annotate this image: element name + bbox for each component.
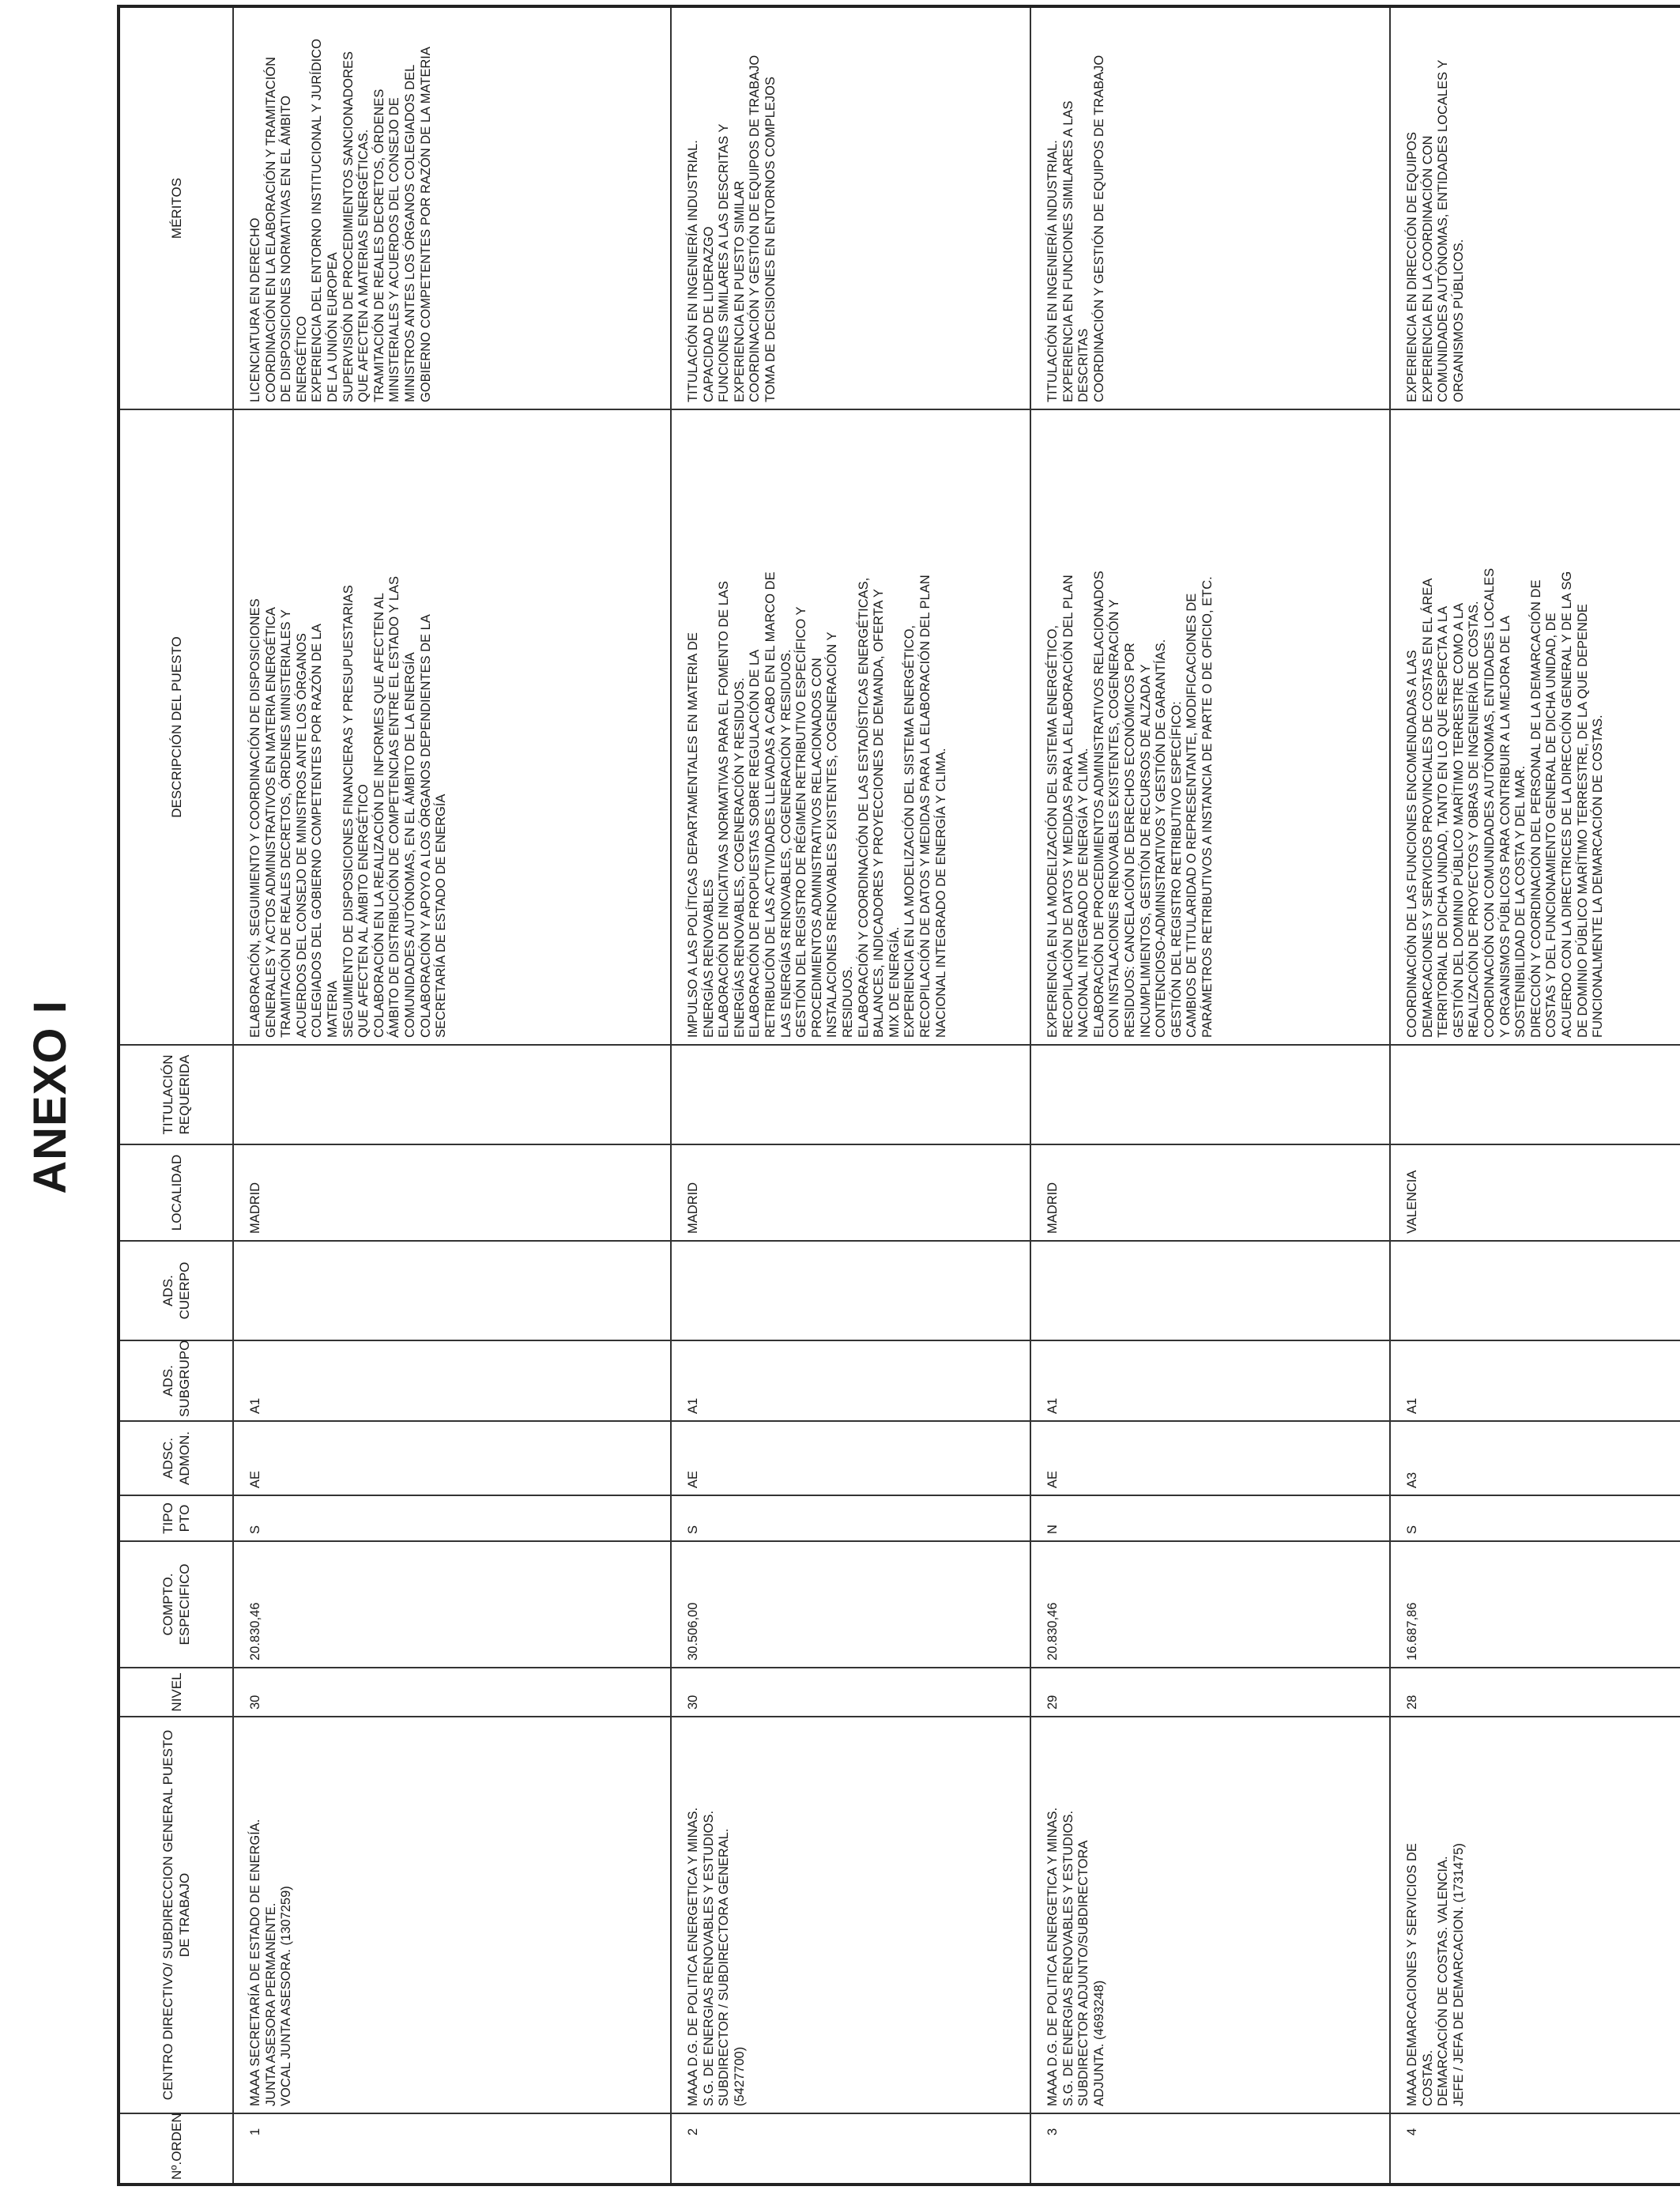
meritos-line: COORDINACIÓN Y GESTIÓN DE EQUIPOS DE TRABAJO [748, 55, 763, 402]
cell-descripcion [671, 409, 1030, 1045]
descripcion-line: MIX DE ENERGÍA. [887, 926, 902, 1038]
centro-line: MAAA DEMARCACIONES Y SERVICIOS DE [1405, 1843, 1419, 2106]
meritos-line: DE DISPOSICIONES NORMATIVAS EN EL ÁMBITO [279, 95, 294, 402]
meritos-line: GOBIERNO COMPETENTES POR RAZÓN DE LA MATERIA [418, 47, 433, 402]
cell-titulacion [1390, 1045, 1680, 1144]
centro-line: SUBDIRECTOR / SUBDIRECTORA GENERAL. [717, 1828, 732, 2106]
cell-tipo: N [1030, 1495, 1390, 1541]
descripcion-line: LAS ENERGÍAS RENOVABLES, COGENERACIÓN Y RESIDUOS. [778, 649, 793, 1038]
anexo-table [117, 5, 1680, 2186]
descripcion-line: DIRECCIÓN Y COORDINACIÓN DEL PERSONAL DE LA DEMARCACIÓN DE [1528, 579, 1543, 1038]
descripcion-line: RECOPILACIÓN DE DATOS Y MEDIDAS PARA LA ELABORACIÓN DEL PLAN [1060, 575, 1075, 1038]
descripcion-line: IMPULSO A LAS POLÍTICAS DEPARTAMENTALES EN MATERIA DE [686, 632, 700, 1038]
descripcion-line: RETRIBUCIÓN DE LAS ACTIVIDADES LLEVADAS A CABO EN EL MARCO DE [763, 571, 778, 1038]
centro-line: COSTAS. [1420, 2049, 1435, 2106]
descripcion-line: QUE AFECTEN AL ÁMBITO ENERGÉTICO [356, 784, 371, 1038]
descripcion-line: PARÁMETROS RETRIBUTIVOS A INSTANCIA DE PARTE O DE OFICIO, ETC. [1200, 576, 1215, 1038]
descripcion-line: CON INSTALACIONES RENOVABLES EXISTENTES, COGENERACIÓN Y [1107, 599, 1122, 1038]
header-adsc-admon: ADSC. ADMON. [119, 1421, 233, 1495]
cell-meritos [1390, 6, 1680, 409]
header-ads-subgrupo: ADS. SUBGRUPO [119, 1340, 233, 1421]
centro-line: JEFE / JEFA DE DEMARCACION. (1731475) [1451, 1843, 1466, 2106]
descripcion-line: EXPERIENCIA EN LA MODELIZACIÓN DEL SISTEMA ENERGÉTICO, [902, 624, 917, 1038]
cell-tipo: S [1390, 1495, 1680, 1541]
descripcion-line: COLABORACIÓN Y APOYO A LOS ÓRGANOS DEPENDIENTES DE LA [418, 614, 433, 1038]
meritos-line: FUNCIONES SIMILARES A LAS DESCRITAS Y [717, 123, 732, 402]
descripcion-line: GESTIÓN DEL REGISTRO DE RÉGIMEN RETRIBUTIVO ESPECÍFICO Y [794, 606, 809, 1038]
meritos-line: MINISTROS ANTES LOS ÓRGANOS COLEGIADOS DEL [402, 64, 417, 402]
header-meritos: MÉRITOS [119, 6, 233, 409]
centro-line: JUNTA ASESORA PERMANENTE. [263, 1902, 278, 2106]
descripcion-line: RECOPILACIÓN DE DATOS Y MEDIDAS PARA LA ELABORACIÓN DEL PLAN [917, 575, 932, 1038]
descripcion-line: ÁMBITO DE DISTRIBUCIÓN DE COMPETENCIAS ENTRE EL ESTADO Y LAS [387, 575, 402, 1038]
cell-tipo: S [671, 1495, 1030, 1541]
cell-ads-subgrupo: A1 [1030, 1340, 1390, 1421]
descripcion-line: GENERALES Y ACTOS ADMINISTRATIVOS EN MATERIA ENERGÉTICA [263, 607, 278, 1038]
centro-line: MAAA SECRETARÍA DE ESTADO DE ENERGÍA. [248, 1819, 262, 2106]
descripcion-line: FUNCIONALMENTE LA DEMARCACIÓN DE COSTAS. [1591, 714, 1606, 1038]
cell-adsc-admon: AE [1030, 1421, 1390, 1495]
header-titulacion: TITULACIÓN REQUERIDA [119, 1045, 233, 1144]
descripcion-line: DEMARCACIONES Y SERVICIOS PROVINCIALES DE COSTAS EN EL ÁREA [1420, 578, 1435, 1038]
descripcion-line: ENERGÍAS RENOVABLES, COGENERACIÓN Y RESIDUOS. [732, 677, 747, 1038]
cell-descripcion [1030, 409, 1390, 1045]
descripcion-line: GESTIÓN DEL DOMINIO PÚBLICO MARÍTIMO TERRESTRE COMO A LA [1451, 602, 1466, 1038]
descripcion-line: INCUMPLIMIENTOS, GESTIÓN DE RECURSOS DE ALZADA Y [1138, 664, 1153, 1038]
cell-nivel: 28 [1390, 1668, 1680, 1717]
descripcion-line: ELABORACIÓN DE PROPUESTAS SOBRE REGULACIÓN DE LA [748, 649, 763, 1038]
cell-compto: 16.687,86 [1390, 1541, 1680, 1668]
cell-centro [671, 1717, 1030, 2113]
descripcion-line: COLABORACIÓN EN LA REALIZACIÓN DE INFORMES QUE AFECTEN AL [371, 593, 386, 1038]
descripcion-line: CAMBIOS DE TITULARIDAD O REPRESENTANTE, MODIFICACIONES DE [1185, 593, 1200, 1038]
meritos-line: SUPERVISIÓN DE PROCEDIMIENTOS SANCIONADORES [341, 51, 356, 402]
descripcion-line: RESIDUOS. [840, 966, 855, 1038]
meritos-line: TITULACIÓN EN INGENIERÍA INDUSTRIAL. [1045, 140, 1060, 402]
cell-localidad: MADRID [671, 1144, 1030, 1241]
centro-line: S.G. DE ENERGIAS RENOVABLES Y ESTUDIOS. [1060, 1810, 1075, 2106]
cell-ads-cuerpo [1390, 1241, 1680, 1340]
descripcion-line: TERRITORIAL DE DICHA UNIDAD, TANTO EN LO QUE RESPECTA A LA [1436, 605, 1451, 1038]
descripcion-line: ENERGÍAS RENOVABLES [701, 879, 716, 1038]
cell-localidad: MADRID [1030, 1144, 1390, 1241]
descripcion-line: SEGUIMIENTO DE DISPOSICIONES FINANCIERAS Y PRESUPUESTARIAS [341, 585, 356, 1038]
cell-ads-cuerpo [671, 1241, 1030, 1340]
header-orden: Nº.ORDEN [119, 2113, 233, 2185]
meritos-line: EXPERIENCIA EN LA COORDINACIÓN CON [1420, 135, 1435, 402]
descripcion-line: TRAMITACIÓN DE REALES DECRETOS, ÓRDENES MINISTERIALES Y [279, 609, 294, 1038]
descripcion-line: EXPERIENCIA EN LA MODELIZACIÓN DEL SISTEMA ENERGÉTICO, [1045, 624, 1060, 1038]
meritos-line: TITULACIÓN EN INGENIERÍA INDUSTRIAL. [686, 140, 700, 402]
table-row [671, 6, 1030, 2185]
centro-line: MAAA D.G. DE POLITICA ENERGETICA Y MINAS. [686, 1807, 700, 2106]
header-localidad: LOCALIDAD [119, 1144, 233, 1241]
cell-descripcion [1390, 409, 1680, 1045]
header-descripcion: DESCRIPCIÓN DEL PUESTO [119, 409, 233, 1045]
descripcion-line: ACUERDO CON LA DIRECTRICES DE LA DIRECCIÓN GENERAL Y DE LA SG [1559, 571, 1574, 1038]
meritos-line: COMUNIDADES AUTÓNOMAS, ENTIDADES LOCALES Y [1436, 59, 1451, 402]
meritos-line: EXPERIENCIA DEL ENTORNO INSTITUCIONAL Y JURÍDICO [310, 39, 325, 402]
meritos-line: EXPERIENCIA EN PUESTO SIMILAR [732, 180, 747, 402]
cell-meritos [233, 6, 671, 409]
cell-tipo: S [233, 1495, 671, 1541]
cell-compto: 20.830,46 [233, 1541, 671, 1668]
header-tipo: TIPO PTO [119, 1495, 233, 1541]
cell-adsc-admon: A3 [1390, 1421, 1680, 1495]
cell-orden: 2 [671, 2113, 1030, 2185]
descripcion-line: PROCEDIMIENTOS ADMINISTRATIVOS RELACIONADOS CON [809, 658, 824, 1038]
cell-ads-cuerpo [233, 1241, 671, 1340]
cell-ads-subgrupo: A1 [671, 1340, 1030, 1421]
meritos-line: CAPACIDAD DE LIDERAZGO [701, 226, 716, 402]
cell-titulacion [671, 1045, 1030, 1144]
meritos-line: LICENCIATURA EN DERECHO [248, 217, 262, 402]
descripcion-line: CONTENCIOSO-ADMINISTRATIVOS Y GESTIÓN DE GARANTÍAS. [1154, 639, 1169, 1038]
header-compto: COMPTO. ESPECIFICO [119, 1541, 233, 1668]
cell-localidad: VALENCIA [1390, 1144, 1680, 1241]
cell-orden: 3 [1030, 2113, 1390, 2185]
cell-nivel: 29 [1030, 1668, 1390, 1717]
centro-line: DEMARCACIÓN DE COSTAS. VALENCIA. [1436, 1856, 1451, 2106]
cell-ads-subgrupo: A1 [233, 1340, 671, 1421]
cell-meritos [671, 6, 1030, 409]
cell-nivel: 30 [233, 1668, 671, 1717]
descripcion-line: REALIZACIÓN DE PROYECTOS Y OBRAS DE INGENIERÍA DE COSTAS. [1467, 601, 1482, 1038]
header-ads-cuerpo: ADS. CUERPO [119, 1241, 233, 1340]
descripcion-line: Y ORGANISMOS PÚBLICOS PARA CONTRIBUIR A LA MEJORA DE LA [1497, 616, 1512, 1038]
table-row [1030, 6, 1390, 2185]
cell-adsc-admon: AE [233, 1421, 671, 1495]
descripcion-line: NACIONAL INTEGRADO DE ENERGÍA Y CLIMA. [933, 748, 948, 1038]
meritos-line: COORDINACIÓN Y GESTIÓN DE EQUIPOS DE TRABAJO [1091, 55, 1106, 402]
cell-adsc-admon: AE [671, 1421, 1030, 1495]
cell-meritos [1030, 6, 1390, 409]
descripcion-line: COSTAS Y DEL FUNCIONAMIENTO GENERAL DE DICHA UNIDAD, DE [1544, 613, 1559, 1038]
table-row [233, 6, 671, 2185]
cell-localidad: MADRID [233, 1144, 671, 1241]
meritos-line: MINISTERIALES Y ACUERDOS DEL CONSEJO DE [387, 97, 402, 402]
descripcion-line: ELABORACIÓN DE INICIATIVAS NORMATIVAS PARA EL FOMENTO DE LAS [717, 581, 732, 1038]
header-centro: CENTRO DIRECTIVO/ SUBDIRECCION GENERAL PUESTO DE TRABAJO [119, 1717, 233, 2113]
cell-orden: 1 [233, 2113, 671, 2185]
meritos-line: COORDINACIÓN EN LA ELABORACIÓN Y TRAMITACIÓN [263, 56, 278, 402]
cell-centro [1390, 1717, 1680, 2113]
meritos-line: ORGANISMOS PÚBLICOS. [1451, 239, 1466, 402]
cell-descripcion [233, 409, 671, 1045]
centro-line: S.G. DE ENERGIAS RENOVABLES Y ESTUDIOS. [701, 1810, 716, 2106]
descripcion-line: RESIDUOS: CANCELACIÓN DE DERECHOS ECONÓMICOS POR [1122, 643, 1137, 1038]
descripcion-line: NACIONAL INTEGRADO DE ENERGÍA Y CLIMA. [1076, 748, 1091, 1038]
cell-compto: 20.830,46 [1030, 1541, 1390, 1668]
descripcion-line: COORDINACIÓN DE LAS FUNCIONES ENCOMENDADAS A LAS [1405, 650, 1419, 1038]
descripcion-line: SECRETARÍA DE ESTADO DE ENERGÍA [434, 794, 449, 1038]
centro-line: SUBDIRECTOR ADJUNTO/SUBDIRECTORA [1076, 1840, 1091, 2106]
cell-ads-subgrupo: A1 [1390, 1340, 1680, 1421]
centro-line: (5427700) [732, 2046, 747, 2106]
centro-line: ADJUNTA. (4693248) [1091, 1980, 1106, 2106]
cell-centro [1030, 1717, 1390, 2113]
descripcion-line: ELABORACIÓN, SEGUIMIENTO Y COORDINACIÓN DE DISPOSICIONES [248, 598, 262, 1038]
descripcion-line: INSTALACIONES RENOVABLES EXISTENTES, COGENERACIÓN Y [825, 631, 840, 1038]
descripcion-line: GESTIÓN DEL REGISTRO RETRIBUTIVO ESPECÍFICO: [1169, 701, 1184, 1038]
centro-line: VOCAL JUNTA ASESORA. (1307259) [279, 1886, 294, 2106]
meritos-line: DE LA UNIÓN EUROPEA [325, 252, 340, 402]
descripcion-line: MATERIA [325, 980, 340, 1038]
cell-titulacion [1030, 1045, 1390, 1144]
meritos-line: DESCRITAS [1076, 328, 1091, 402]
descripcion-line: ELABORACIÓN Y COORDINACIÓN DE LAS ESTADÍSTICAS ENERGÉTICAS, [856, 577, 871, 1038]
descripcion-line: ACUERDOS DEL CONSEJO DE MINISTROS ANTE LOS ÓRGANOS [294, 633, 309, 1038]
meritos-line: TOMA DE DECISIONES EN ENTORNOS COMPLEJOS [763, 77, 778, 402]
meritos-line: TRAMITACIÓN DE REALES DECRETOS, ÓRDENES [371, 89, 386, 402]
cell-compto: 30.506,00 [671, 1541, 1030, 1668]
table-row [1390, 6, 1680, 2185]
cell-nivel: 30 [671, 1668, 1030, 1717]
descripcion-line: ELABORACIÓN DE PROCEDIMIENTOS ADMINISTRATIVOS RELACIONADOS [1091, 571, 1106, 1038]
descripcion-line: BALANCES, INDICADORES Y PROYECCIONES DE DEMANDA, OFERTA Y [872, 589, 887, 1038]
cell-titulacion [233, 1045, 671, 1144]
meritos-line: ENERGÉTICO [294, 315, 309, 402]
descripcion-line: COORDINACIÓN CON COMUNIDADES AUTÓNOMAS, ENTIDADES LOCALES [1482, 567, 1497, 1038]
descripcion-line: COMUNIDADES AUTÓNOMAS, EN EL ÁMBITO DE LA ENERGÍA [402, 652, 417, 1038]
descripcion-line: COLEGIADOS DEL GOBIERNO COMPETENTES POR RAZÓN DE LA [310, 624, 325, 1038]
header-row [119, 6, 233, 2185]
meritos-line: QUE AFECTEN A MATERIAS ENERGÉTICAS. [356, 129, 371, 402]
descripcion-line: DE DOMINIO PÚBLICO MARÍTIMO TERRESTRE, DE LA QUE DEPENDE [1575, 604, 1590, 1038]
centro-line: MAAA D.G. DE POLITICA ENERGETICA Y MINAS. [1045, 1807, 1060, 2106]
header-nivel: NIVEL [119, 1668, 233, 1717]
meritos-line: EXPERIENCIA EN DIRECCIÓN DE EQUIPOS [1405, 132, 1419, 402]
cell-ads-cuerpo [1030, 1241, 1390, 1340]
page-title: ANEXO I [24, 1000, 76, 1194]
cell-orden: 4 [1390, 2113, 1680, 2185]
descripcion-line: SOSTENIBILIDAD DE LA COSTA Y DEL MAR. [1513, 765, 1528, 1038]
cell-centro [233, 1717, 671, 2113]
meritos-line: EXPERIENCIA EN FUNCIONES SIMILARES A LAS [1060, 100, 1075, 402]
